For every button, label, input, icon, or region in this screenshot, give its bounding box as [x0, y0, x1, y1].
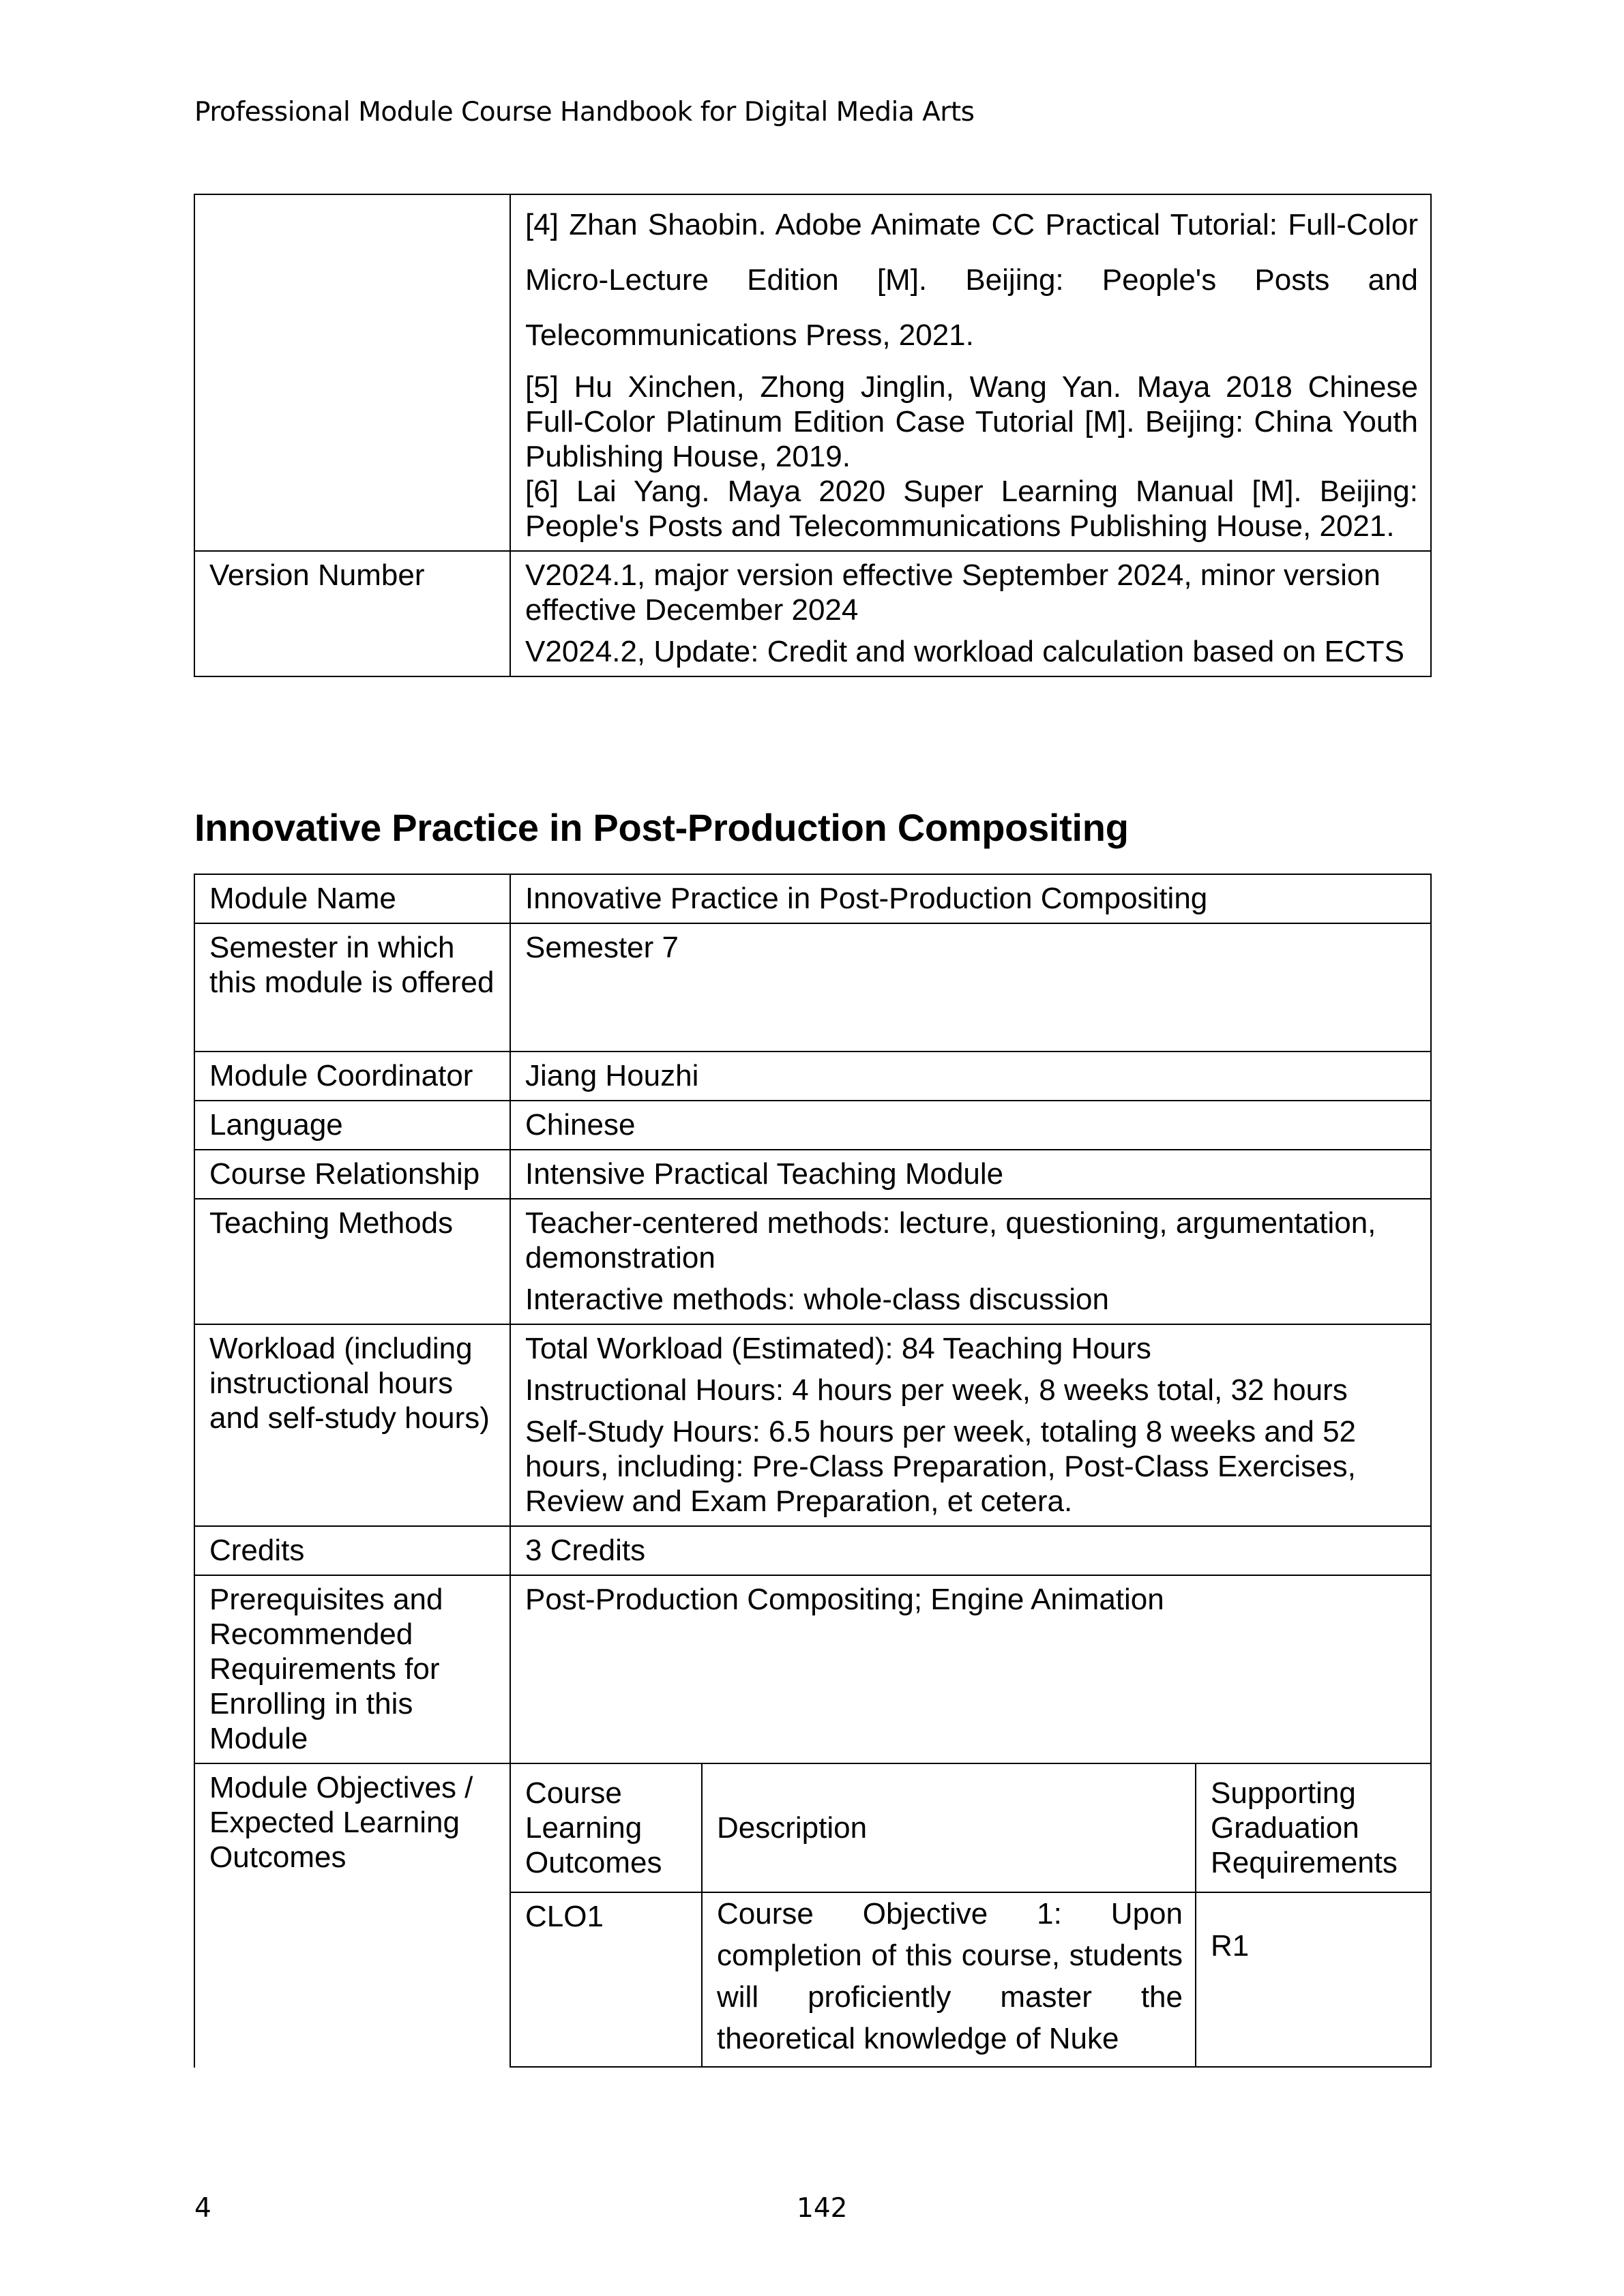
- page-number: 142: [797, 2193, 848, 2224]
- prerequisites-row: [194, 1575, 1431, 1763]
- workload-line: Total Workload (Estimated): 84 Teaching Hours: [525, 1332, 1151, 1365]
- coordinator-row: [194, 1052, 1431, 1101]
- semester-row: [194, 923, 1431, 1052]
- version-cell: [510, 551, 1431, 676]
- outcomes-row: [511, 1892, 1430, 2067]
- version-row: [194, 551, 1431, 676]
- objectives-row: [194, 1763, 1431, 2068]
- module-name-label: Module Name: [194, 874, 510, 923]
- coordinator-label: Module Coordinator: [194, 1052, 510, 1101]
- continued-module-table: [194, 194, 1432, 677]
- references-label-cell: [194, 194, 510, 551]
- outcomes-header-row: [511, 1764, 1430, 1892]
- credits-value: 3 Credits: [510, 1526, 1431, 1575]
- module-table: [194, 874, 1432, 2068]
- relationship-value: Intensive Practical Teaching Module: [510, 1150, 1431, 1199]
- learning-outcomes-table: [511, 1764, 1430, 2068]
- outcomes-header-requirements: Supporting Graduation Requirements: [1196, 1764, 1430, 1892]
- credits-row: [194, 1526, 1431, 1575]
- credits-label: Credits: [194, 1526, 510, 1575]
- outcomes-header-clo: Course Learning Outcomes: [511, 1764, 702, 1892]
- workload-row: [194, 1324, 1431, 1526]
- version-label: Version Number: [194, 551, 510, 676]
- running-header: Professional Module Course Handbook for Digital Media Arts: [194, 97, 975, 128]
- workload-value: [510, 1324, 1431, 1526]
- teaching-method-line: Teacher-centered methods: lecture, questioning, argumentation, demonstration: [525, 1206, 1376, 1274]
- language-row: [194, 1101, 1431, 1150]
- objectives-cell: [510, 1763, 1431, 2068]
- footer-left-number: 4: [194, 2193, 211, 2224]
- outcome-clo: CLO1: [511, 1892, 702, 2067]
- module-name-value: Innovative Practice in Post-Production Compositing: [510, 874, 1431, 923]
- version-line: V2024.1, major version effective September 2024, minor version effective December 2024: [525, 558, 1381, 627]
- prerequisites-label: Prerequisites and Recommended Requirements for Enrolling in this Module: [194, 1575, 510, 1763]
- references-row: [194, 194, 1431, 551]
- teaching-methods-value: [510, 1199, 1431, 1324]
- teaching-method-line: Interactive methods: whole-class discussion: [525, 1283, 1109, 1316]
- semester-value: Semester 7: [510, 923, 1431, 1052]
- workload-label: Workload (including instructional hours and self-study hours): [194, 1324, 510, 1526]
- references-cell: [510, 194, 1431, 551]
- workload-line: Instructional Hours: 4 hours per week, 8 weeks total, 32 hours: [525, 1373, 1348, 1407]
- semester-label: Semester in which this module is offered: [194, 923, 510, 1052]
- outcomes-header-description: Description: [702, 1764, 1196, 1892]
- outcome-requirement: R1: [1196, 1892, 1430, 2067]
- prerequisites-value: Post-Production Compositing; Engine Animation: [510, 1575, 1431, 1763]
- version-line: V2024.2, Update: Credit and workload calculation based on ECTS: [525, 635, 1404, 668]
- coordinator-value: Jiang Houzhi: [510, 1052, 1431, 1101]
- objectives-label: Module Objectives / Expected Learning Outcomes: [194, 1763, 510, 2068]
- outcome-description: Course Objective 1: Upon completion of this course, students will proficiently master the theoretical knowledge of Nuke: [702, 1892, 1196, 2067]
- section-heading: Innovative Practice in Post-Production Compositing: [194, 806, 1129, 849]
- teaching-methods-row: [194, 1199, 1431, 1324]
- module-name-row: [194, 874, 1431, 923]
- language-value: Chinese: [510, 1101, 1431, 1150]
- reference-item: [4] Zhan Shaobin. Adobe Animate CC Practical Tutorial: Full-Color Micro-Lecture Edition [M]. Beijing: People's Posts and Telecommunications Press, 2021.: [525, 208, 1418, 352]
- relationship-row: [194, 1150, 1431, 1199]
- reference-item: [6] Lai Yang. Maya 2020 Super Learning Manual [M]. Beijing: People's Posts and Telecommunications Publishing House, 2021.: [525, 475, 1418, 543]
- relationship-label: Course Relationship: [194, 1150, 510, 1199]
- reference-item: [5] Hu Xinchen, Zhong Jinglin, Wang Yan. Maya 2018 Chinese Full-Color Platinum Edition Case Tutorial [M]. Beijing: China Youth Publishing House, 2019.: [525, 370, 1418, 473]
- teaching-methods-label: Teaching Methods: [194, 1199, 510, 1324]
- workload-line: Self-Study Hours: 6.5 hours per week, totaling 8 weeks and 52 hours, including: Pre-Class Preparation, Post-Class Exercises, Review and Exam Preparation, et cetera.: [525, 1415, 1357, 1518]
- language-label: Language: [194, 1101, 510, 1150]
